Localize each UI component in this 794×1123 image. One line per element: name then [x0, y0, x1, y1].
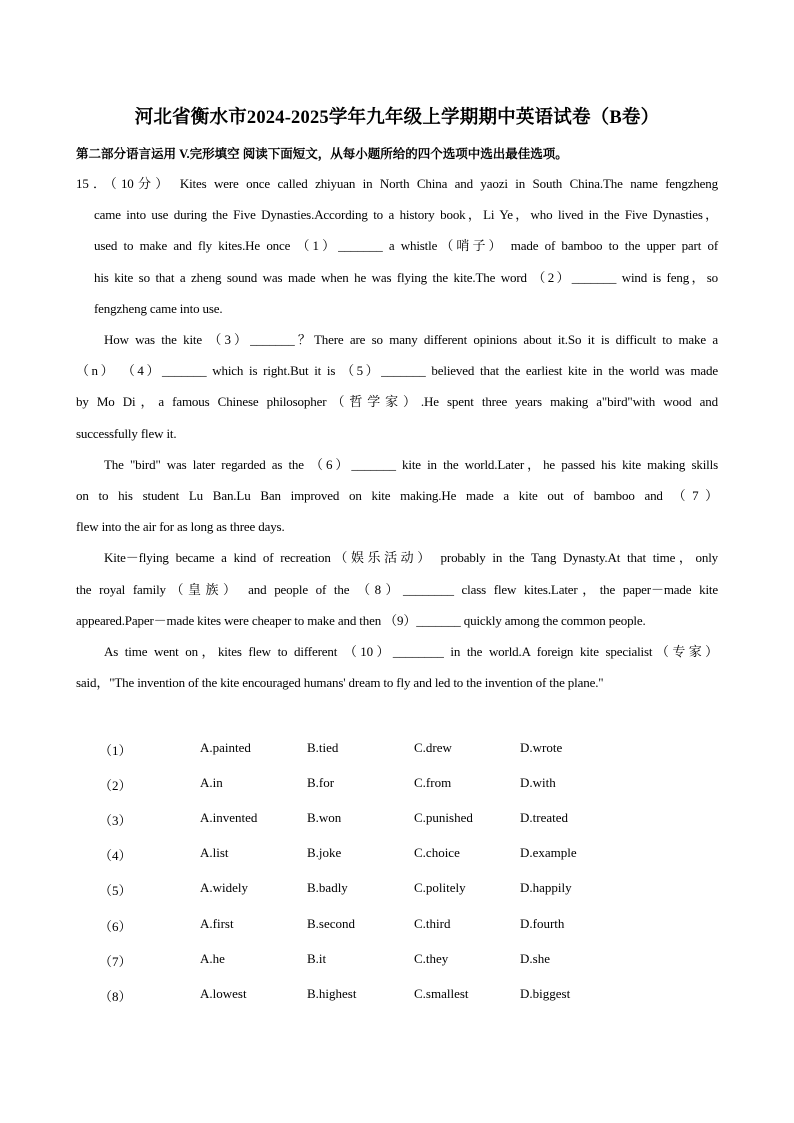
passage-line: his kite so that a zheng sound was made when he was flying the kite.The word （2）_______ wind is feng，so	[94, 270, 718, 285]
passage-line: came into use during the Five Dynasties.According to a history book，Li Ye，who lived in the Five Dynasties，	[94, 207, 718, 222]
option-d: D.she	[520, 951, 550, 966]
option-b: B.for	[307, 775, 335, 790]
passage-line: （n） （4）_______ which is right.But it is （5）_______ believed that the earliest kite in the world was made	[76, 363, 718, 378]
option-a: A.in	[200, 775, 223, 790]
option-row	[0, 951, 794, 969]
passage-line: As time went on，kites flew to different （10）________ in the world.A foreign kite specialist（专家）	[104, 644, 718, 659]
passage-line: The "bird" was later regarded as the （6）_______ kite in the world.Later，he passed his kite making skills	[104, 457, 718, 472]
option-row	[0, 775, 794, 793]
option-a: A.lowest	[200, 986, 247, 1001]
option-d: D.with	[520, 775, 556, 790]
option-c: C.punished	[414, 810, 473, 825]
question-number: （3）	[99, 813, 132, 828]
question-number: （6）	[99, 919, 132, 934]
option-row	[0, 740, 794, 758]
page-title: 河北省衡水市2024-2025学年九年级上学期期中英语试卷（B卷）	[134, 108, 660, 128]
option-row	[0, 986, 794, 1004]
option-row	[0, 916, 794, 934]
option-d: D.fourth	[520, 916, 565, 931]
option-row	[0, 880, 794, 898]
option-d: D.treated	[520, 810, 569, 825]
option-a: A.widely	[200, 880, 249, 895]
option-c: C.choice	[414, 845, 460, 860]
option-c: C.third	[414, 916, 451, 931]
option-d: D.example	[520, 845, 577, 860]
section-instruction: 第二部分语言运用 V.完形填空 阅读下面短文，从每小题所给的四个选项中选出最佳选项。	[76, 147, 568, 161]
passage-line: fengzheng came into use.	[94, 301, 223, 316]
question-number: （4）	[99, 848, 132, 863]
option-c: C.politely	[414, 880, 466, 895]
passage-line: by Mo Di，a famous Chinese philosopher（哲学家）.He spent three years making a"bird"with wood and	[76, 394, 718, 409]
question-number: （2）	[99, 778, 132, 793]
question-number: （1）	[99, 743, 132, 758]
question-number: （8）	[99, 989, 132, 1004]
option-b: B.it	[307, 951, 327, 966]
option-b: B.joke	[307, 845, 342, 860]
passage-line: Kite－flying became a kind of recreation（娱乐活动） probably in the Tang Dynasty.At that time，only	[104, 550, 718, 565]
option-a: A.he	[200, 951, 225, 966]
option-c: C.from	[414, 775, 452, 790]
passage-line: the royal family（皇族） and people of the （8）________ class flew kites.Later，the paper－made kite	[76, 582, 718, 597]
passage-line: 15．（10分） Kites were once called zhiyuan in North China and yaozi in South China.The name fengzheng	[76, 176, 718, 191]
option-c: C.drew	[414, 740, 452, 755]
option-b: B.highest	[307, 986, 357, 1001]
option-b: B.second	[307, 916, 356, 931]
option-c: C.they	[414, 951, 449, 966]
option-a: A.list	[200, 845, 229, 860]
option-row	[0, 810, 794, 828]
passage-line: How was the kite （3）_______？There are so many different opinions about it.So it is difficult to make a	[104, 332, 718, 347]
option-d: D.wrote	[520, 740, 563, 755]
option-a: A.invented	[200, 810, 258, 825]
passage-line: used to make and fly kites.He once （1）_______ a whistle（哨子） made of bamboo to the upper part of	[94, 238, 718, 253]
option-d: D.biggest	[520, 986, 571, 1001]
passage-line: appeared.Paper－made kites were cheaper to make and then （9）_______ quickly among the common people.	[76, 613, 646, 628]
passage-line: on to his student Lu Ban.Lu Ban improved on kite making.He made a kite out of bamboo and （7）	[76, 488, 718, 503]
option-c: C.smallest	[414, 986, 469, 1001]
question-number: （7）	[99, 954, 132, 969]
passage-line: said，"The invention of the kite encouraged humans' dream to fly and led to the invention of the plane."	[76, 675, 604, 690]
option-b: B.tied	[307, 740, 339, 755]
option-b: B.badly	[307, 880, 348, 895]
option-b: B.won	[307, 810, 342, 825]
question-number: （5）	[99, 883, 132, 898]
passage-line: successfully flew it.	[76, 426, 177, 441]
option-a: A.first	[200, 916, 234, 931]
option-row	[0, 845, 794, 863]
option-d: D.happily	[520, 880, 572, 895]
passage-line: flew into the air for as long as three days.	[76, 519, 285, 534]
option-a: A.painted	[200, 740, 251, 755]
